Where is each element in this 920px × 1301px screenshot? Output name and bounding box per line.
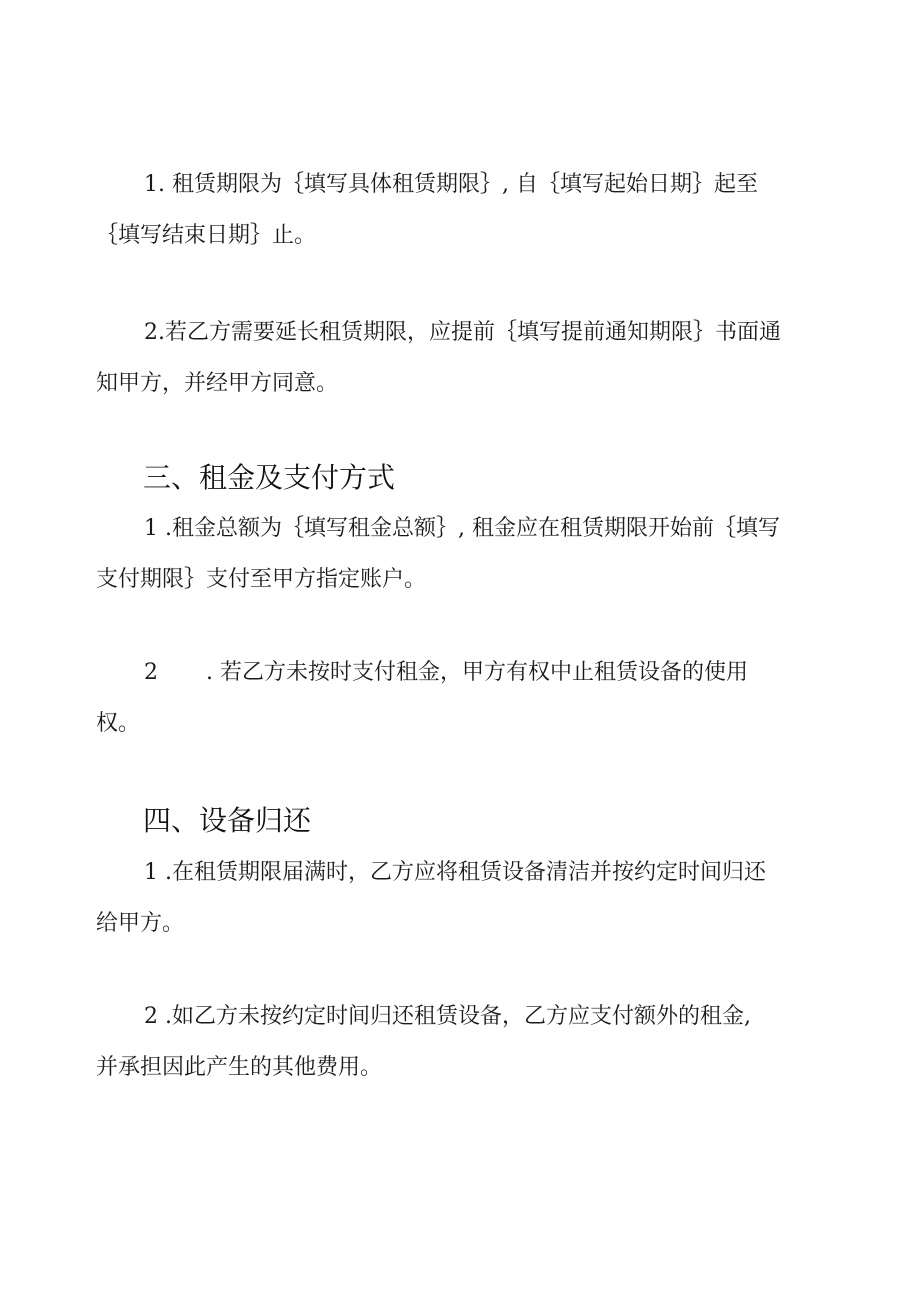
term-clause-2-line-2: 知甲方，并经甲方同意。	[96, 371, 339, 396]
return-clause-2-line-2: 并承担因此产生的其他费用。	[96, 1055, 383, 1080]
term-clause-1-line-2: ｛填写结束日期｝止。	[96, 223, 317, 248]
return-clause-1-line-2: 给甲方。	[96, 911, 185, 936]
rent-clause-2-line-1	[96, 647, 816, 698]
rent-clause-2	[96, 647, 816, 749]
return-section-heading: 四、设备归还	[143, 804, 312, 837]
term-clause-1-line-1: 1. 租赁期限为｛填写具体租赁期限｝, 自｛填写起始日期｝起至	[144, 172, 758, 197]
rent-clause-1-line-2: 支付期限｝支付至甲方指定账户。	[96, 567, 427, 592]
term-clause-1	[96, 159, 816, 261]
rent-clause-2-text: . 若乙方未按时支付租金，甲方有权中止租赁设备的使用	[206, 660, 748, 685]
return-clause-1	[96, 847, 816, 949]
return-clause-1-line-1: 1 .在租赁期限届满时，乙方应将租赁设备清洁并按约定时间归还	[144, 860, 766, 885]
term-clause-2	[96, 307, 816, 409]
rent-clause-2-number: 2	[144, 660, 158, 685]
return-clause-2	[96, 991, 816, 1093]
rent-clause-1	[96, 503, 816, 605]
rent-clause-2-line-2: 权。	[96, 711, 141, 736]
term-clause-2-line-1: 2.若乙方需要延长租赁期限，应提前｛填写提前通知期限｝书面通	[144, 320, 781, 345]
rent-section-heading: 三、租金及支付方式	[143, 461, 396, 494]
rent-clause-1-line-1: 1 .租金总额为｛填写租金总额｝, 租金应在租赁期限开始前｛填写	[144, 516, 780, 541]
return-clause-2-line-1: 2 .如乙方未按约定时间归还租赁设备，乙方应支付额外的租金,	[144, 1004, 751, 1029]
